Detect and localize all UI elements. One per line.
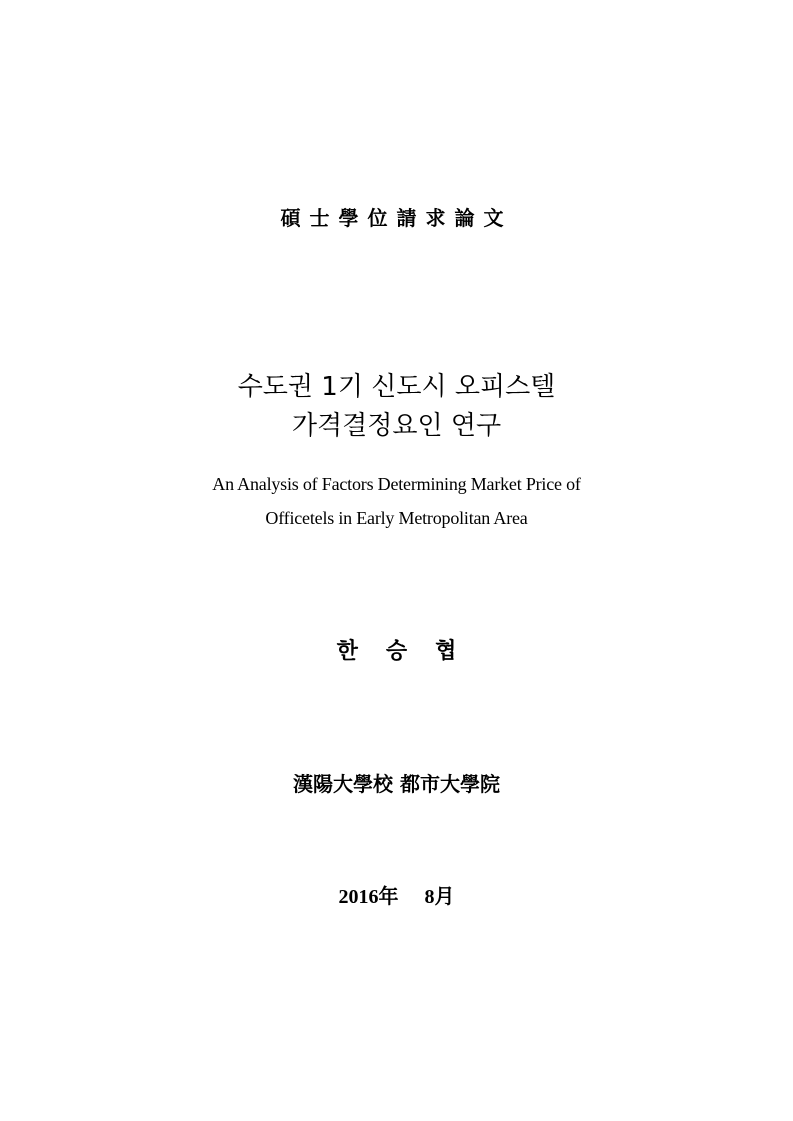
- date-year: 2016年: [338, 886, 399, 908]
- degree-label: 碩士學位請求論文: [280, 206, 513, 230]
- thesis-title-english-line2: Officetels in Early Metropolitan Area: [265, 508, 528, 528]
- thesis-title-english-line1: An Analysis of Factors Determining Market Price of: [212, 474, 581, 494]
- thesis-title-korean-line2: 가격결정요인 연구: [291, 411, 502, 441]
- thesis-title-korean-line1: 수도권 1기 신도시 오피스텔: [237, 372, 556, 402]
- date-month: 8月: [424, 886, 455, 908]
- author-name: 한승협: [336, 639, 485, 664]
- submission-date: [0, 880, 793, 909]
- school-name: 漢陽大學校 都市大學院: [293, 772, 500, 796]
